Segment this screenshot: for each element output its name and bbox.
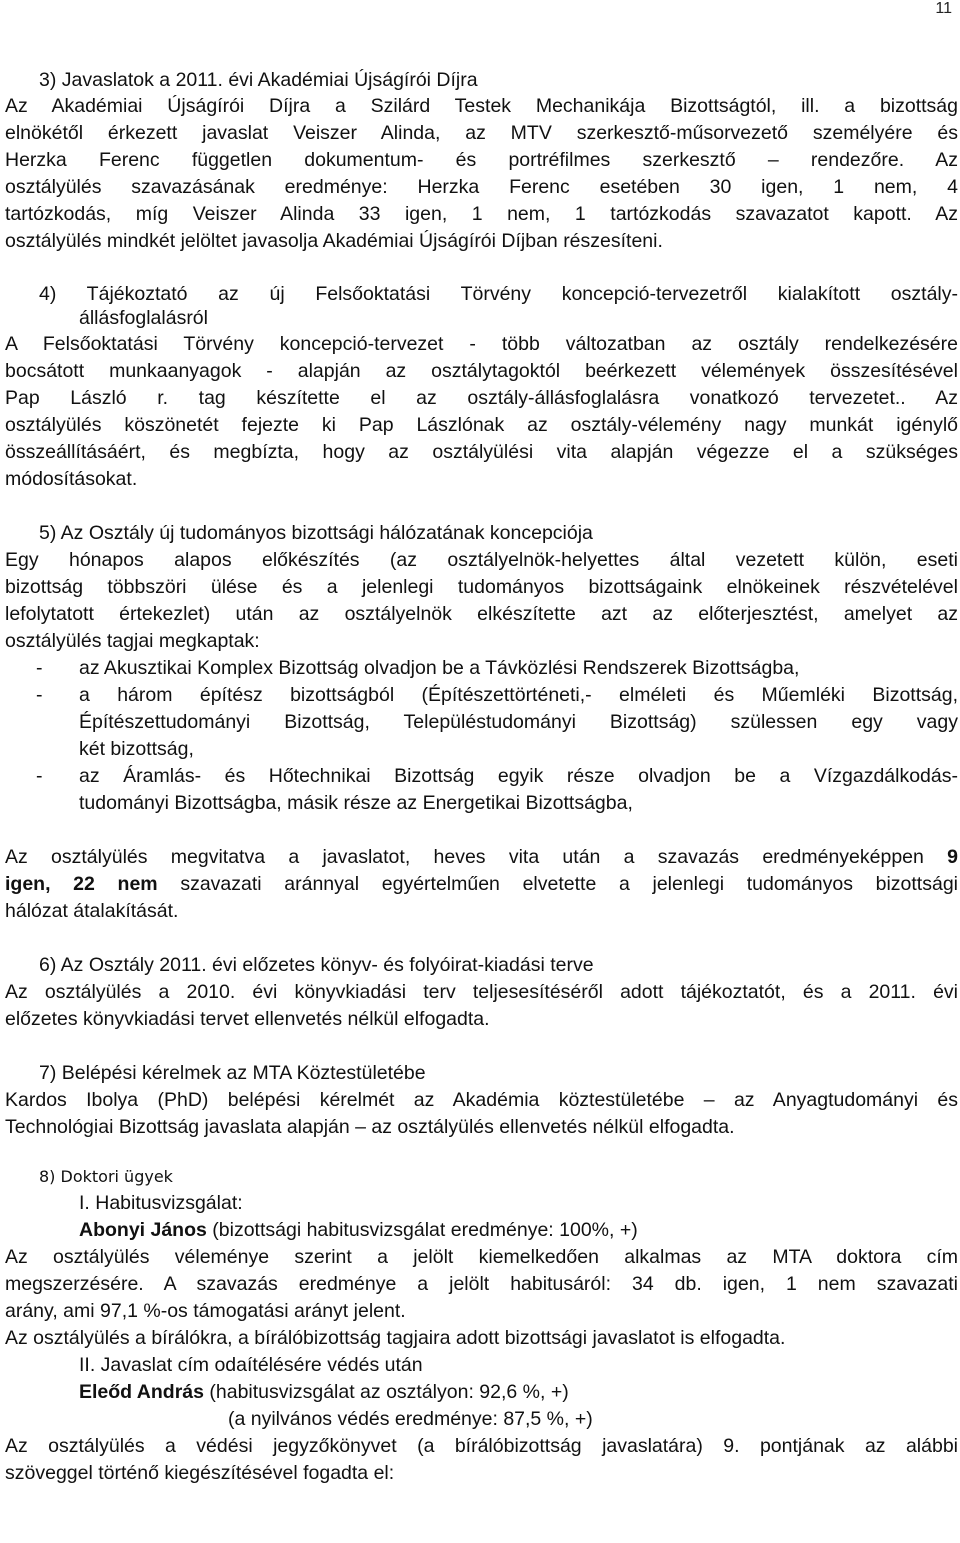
bullet-dash: -: [36, 765, 43, 787]
section-8-heading: 8) Doktori ügyek: [39, 1167, 173, 1186]
section-4-line: Pap László r. tag készítette el az osztály-állásfoglalásra vonatkozó tervezetet.. Az: [5, 387, 958, 409]
sub-heading-habitus: I. Habitusvizsgálat:: [79, 1192, 243, 1214]
section-6-line: előzetes könyvkiadási tervet ellenvetés nélkül elfogadta.: [5, 1008, 490, 1030]
candidate-1: Abonyi János (bizottsági habitusvizsgálat eredménye: 100%, +): [79, 1219, 638, 1241]
section-8-line: arány, ami 97,1 %-os támogatási arányt jelent.: [5, 1300, 406, 1322]
section-3-heading: 3) Javaslatok a 2011. évi Akadémiai Újságírói Díjra: [39, 69, 478, 91]
vote-result: igen, 22 nem: [5, 873, 158, 895]
section-8-line: megszerzésére. A szavazás eredménye a jelölt habitusáról: 34 db. igen, 1 nem szavazati: [5, 1273, 958, 1295]
section-8-line: Az osztályülés a bírálókra, a bírálóbizottság tagjaira adott bizottsági javaslatot is elfogadta.: [5, 1327, 786, 1349]
section-4-line: A Felsőoktatási Törvény koncepció-tervezet - több változatban az osztály rendelkezésére: [5, 333, 958, 355]
section-6-line: Az osztályülés a 2010. évi könyvkiadási terv teljesesítéséről adott tájékoztatót, és a 2011. évi: [5, 981, 958, 1003]
section-5-line: osztályülés tagjai megkaptak:: [5, 630, 260, 652]
section-4-line: bocsátott munkaanyagok - alapján az osztálytagoktól beérkezett vélemények összesítésével: [5, 360, 958, 382]
vote-line: hálózat átalakítását.: [5, 900, 179, 922]
bullet-dash: -: [36, 657, 43, 679]
section-4-heading-cont: állásfoglalásról: [79, 307, 208, 329]
section-4-line: osztályülés köszönetét fejezte ki Pap Lászlónak az osztály-vélemény nagy munkát igénylő: [5, 414, 958, 436]
section-4-line: összeállításáért, és megbízta, hogy az osztályülési vita alapján végezze el a szükséges: [5, 441, 958, 463]
section-4-line: módosításokat.: [5, 468, 138, 490]
section-3-line: Az Akadémiai Újságírói Díjra a Szilárd Testek Mechanikája Bizottságtól, ill. a bizottság: [5, 95, 958, 117]
section-6-heading: 6) Az Osztály 2011. évi előzetes könyv- és folyóirat-kiadási terve: [39, 954, 594, 976]
vote-line: Az osztályülés megvitatva a javaslatot, heves vita után a szavazás eredményeképpen 9: [5, 846, 958, 868]
candidate-2-name: Eleőd András: [79, 1381, 204, 1403]
page-number: 11: [935, 0, 952, 17]
section-4-heading: 4) Tájékoztató az új Felsőoktatási Törvény koncepció-tervezetről kialakított osztály-: [39, 283, 958, 305]
section-3-line: Herzka Ferenc független dokumentum- és portréfilmes szerkesztő – rendezőre. Az: [5, 149, 958, 171]
bullet-item: az Áramlás- és Hőtechnikai Bizottság egyik része olvadjon be a Vízgazdálkodás-: [79, 765, 958, 787]
section-7-line: Technológiai Bizottság javaslata alapján – az osztályülés ellenvetés nélkül elfogadta.: [5, 1116, 735, 1138]
candidate-2-defense: (a nyilvános védés eredménye: 87,5 %, +): [228, 1408, 593, 1430]
section-8-line: Az osztályülés véleménye szerint a jelölt kiemelkedően alkalmas az MTA doktora cím: [5, 1246, 958, 1268]
section-5-heading: 5) Az Osztály új tudományos bizottsági hálózatának koncepciója: [39, 522, 593, 544]
bullet-dash: -: [36, 684, 43, 706]
vote-line: igen, 22 nem szavazati aránnyal egyértelműen elvetette a jelenlegi tudományos bizottsági: [5, 873, 958, 895]
section-7-heading: 7) Belépési kérelmek az MTA Köztestületébe: [39, 1062, 426, 1084]
bullet-item: az Akusztikai Komplex Bizottság olvadjon be a Távközlési Rendszerek Bizottságba,: [79, 657, 800, 679]
bullet-item-cont: két bizottság,: [79, 738, 194, 760]
section-8-line: szöveggel történő kiegészítésével fogadta el:: [5, 1462, 395, 1484]
section-3-line: osztályülés szavazásának eredménye: Herzka Ferenc esetében 30 igen, 1 nem, 4: [5, 176, 958, 198]
section-5-line: lefolytatott értekezlet) után az osztályelnök elkészítette azt az előterjesztést, amelyet az: [5, 603, 958, 625]
section-8-line: Az osztályülés a védési jegyzőkönyvet (a bírálóbizottság javaslatára) 9. pontjának az alábbi: [5, 1435, 958, 1457]
section-3-line: tartózkodás, míg Veiszer Alinda 33 igen, 1 nem, 1 tartózkodás szavazatot kapott. Az: [5, 203, 958, 225]
bullet-item-cont: Építészettudományi Bizottság, Településtudományi Bizottság) szülessen egy vagy: [79, 711, 958, 733]
vote-yes-count: 9: [947, 846, 958, 868]
sub-heading-defense: II. Javaslat cím odaítélésére védés után: [79, 1354, 423, 1376]
candidate-2: Eleőd András (habitusvizsgálat az osztályon: 92,6 %, +): [79, 1381, 569, 1403]
section-5-line: bizottság többszöri ülése és a jelenlegi tudományos bizottságaink elnökeinek részvételével: [5, 576, 958, 598]
section-7-line: Kardos Ibolya (PhD) belépési kérelmét az Akadémia köztestületébe – az Anyagtudományi és: [5, 1089, 958, 1111]
section-3-line: osztályülés mindkét jelöltet javasolja Akadémiai Újságírói Díjban részesíteni.: [5, 230, 663, 252]
section-3-line: elnökétől érkezett javaslat Veiszer Alinda, az MTV szerkesztő-műsorvezető személyére és: [5, 122, 958, 144]
bullet-item-cont: tudományi Bizottságba, másik része az Energetikai Bizottságba,: [79, 792, 633, 814]
candidate-1-name: Abonyi János: [79, 1219, 207, 1241]
section-5-line: Egy hónapos alapos előkészítés (az osztályelnök-helyettes által vezetett külön, eseti: [5, 549, 958, 571]
bullet-item: a három építész bizottságból (Építészettörténeti,- elméleti és Műemléki Bizottság,: [79, 684, 958, 706]
